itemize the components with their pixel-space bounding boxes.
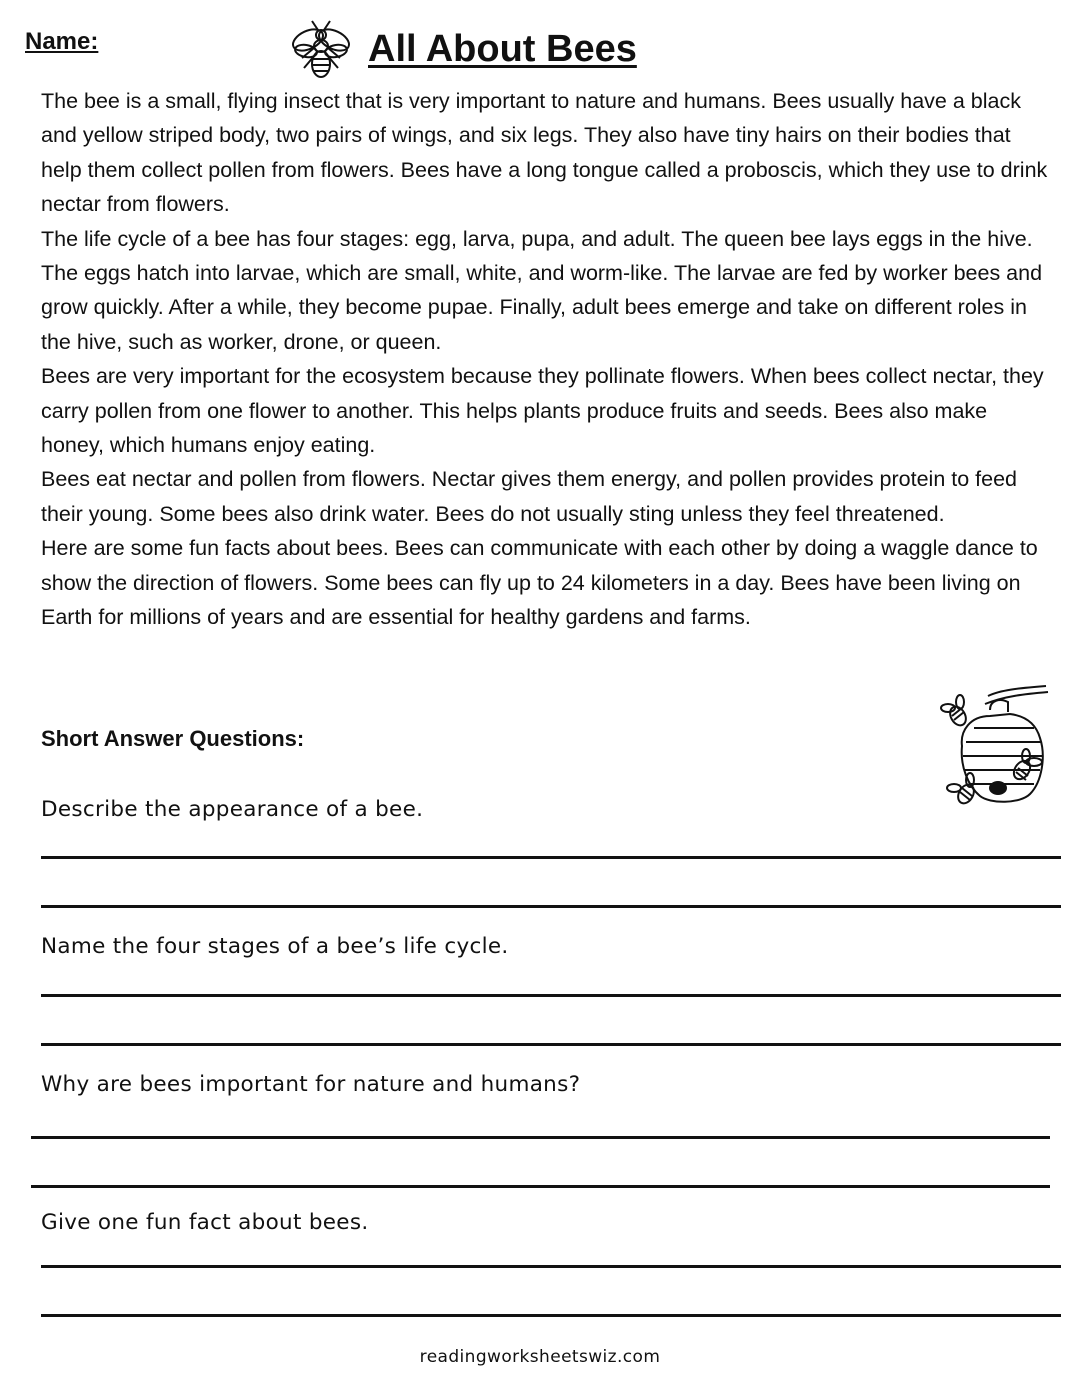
questions-header: Short Answer Questions: (41, 726, 305, 751)
answer-line[interactable] (41, 856, 1061, 859)
question-1: Describe the appearance of a bee. (41, 797, 424, 822)
question-3: Why are bees important for nature and humans? (41, 1072, 581, 1097)
answer-line[interactable] (41, 1314, 1061, 1317)
passage-paragraph: Bees eat nectar and pollen from flowers. Nectar gives them energy, and pollen provides protein to feed their young. Some bees also drink water. Bees do not usually sting unless they feel threatened. (41, 467, 1018, 526)
name-label: Name: (25, 28, 99, 55)
title-block (288, 18, 637, 80)
bee-icon (288, 18, 354, 80)
question-2: Name the four stages of a bee’s life cycle. (41, 934, 509, 959)
answer-line[interactable] (31, 1185, 1050, 1188)
question-4: Give one fun fact about bees. (41, 1210, 369, 1235)
answer-line[interactable] (41, 905, 1061, 908)
reading-passage (41, 84, 1051, 635)
page-title: All About Bees (368, 27, 637, 70)
answer-line[interactable] (41, 994, 1061, 997)
passage-paragraph: The life cycle of a bee has four stages: egg, larva, pupa, and adult. The queen bee lays eggs in the hive. The eggs hatch into larvae, which are small, white, and worm-like. The larvae are fed by worker bees and grow quickly. After a while, they become pupae. Finally, adult bees emerge and take on different roles in the hive, such as worker, drone, or queen. (41, 226, 1043, 354)
footer-website: readingworksheetswiz.com (419, 1347, 661, 1367)
passage-paragraph: Here are some fun facts about bees. Bees can communicate with each other by doing a waggle dance to show the direction of flowers. Some bees can fly up to 24 kilometers in a day. Bees have been living on Earth for millions of years and are essential for healthy gardens and farms. (41, 536, 1038, 630)
answer-line[interactable] (41, 1265, 1061, 1268)
passage-paragraph: Bees are very important for the ecosystem because they pollinate flowers. When bees collect nectar, they carry pollen from one flower to another. This helps plants produce fruits and seeds. Bees also make honey, which humans enjoy eating. (41, 364, 1044, 458)
beehive-icon (930, 676, 1055, 816)
answer-line[interactable] (41, 1043, 1061, 1046)
passage-paragraph: The bee is a small, flying insect that is very important to nature and humans. Bees usually have a black and yellow striped body, two pairs of wings, and six legs. They also have tiny hairs on their bodies that help them collect pollen from flowers. Bees have a long tongue called a proboscis, which they use to drink nectar from flowers. (41, 89, 1048, 217)
answer-line[interactable] (31, 1136, 1050, 1139)
